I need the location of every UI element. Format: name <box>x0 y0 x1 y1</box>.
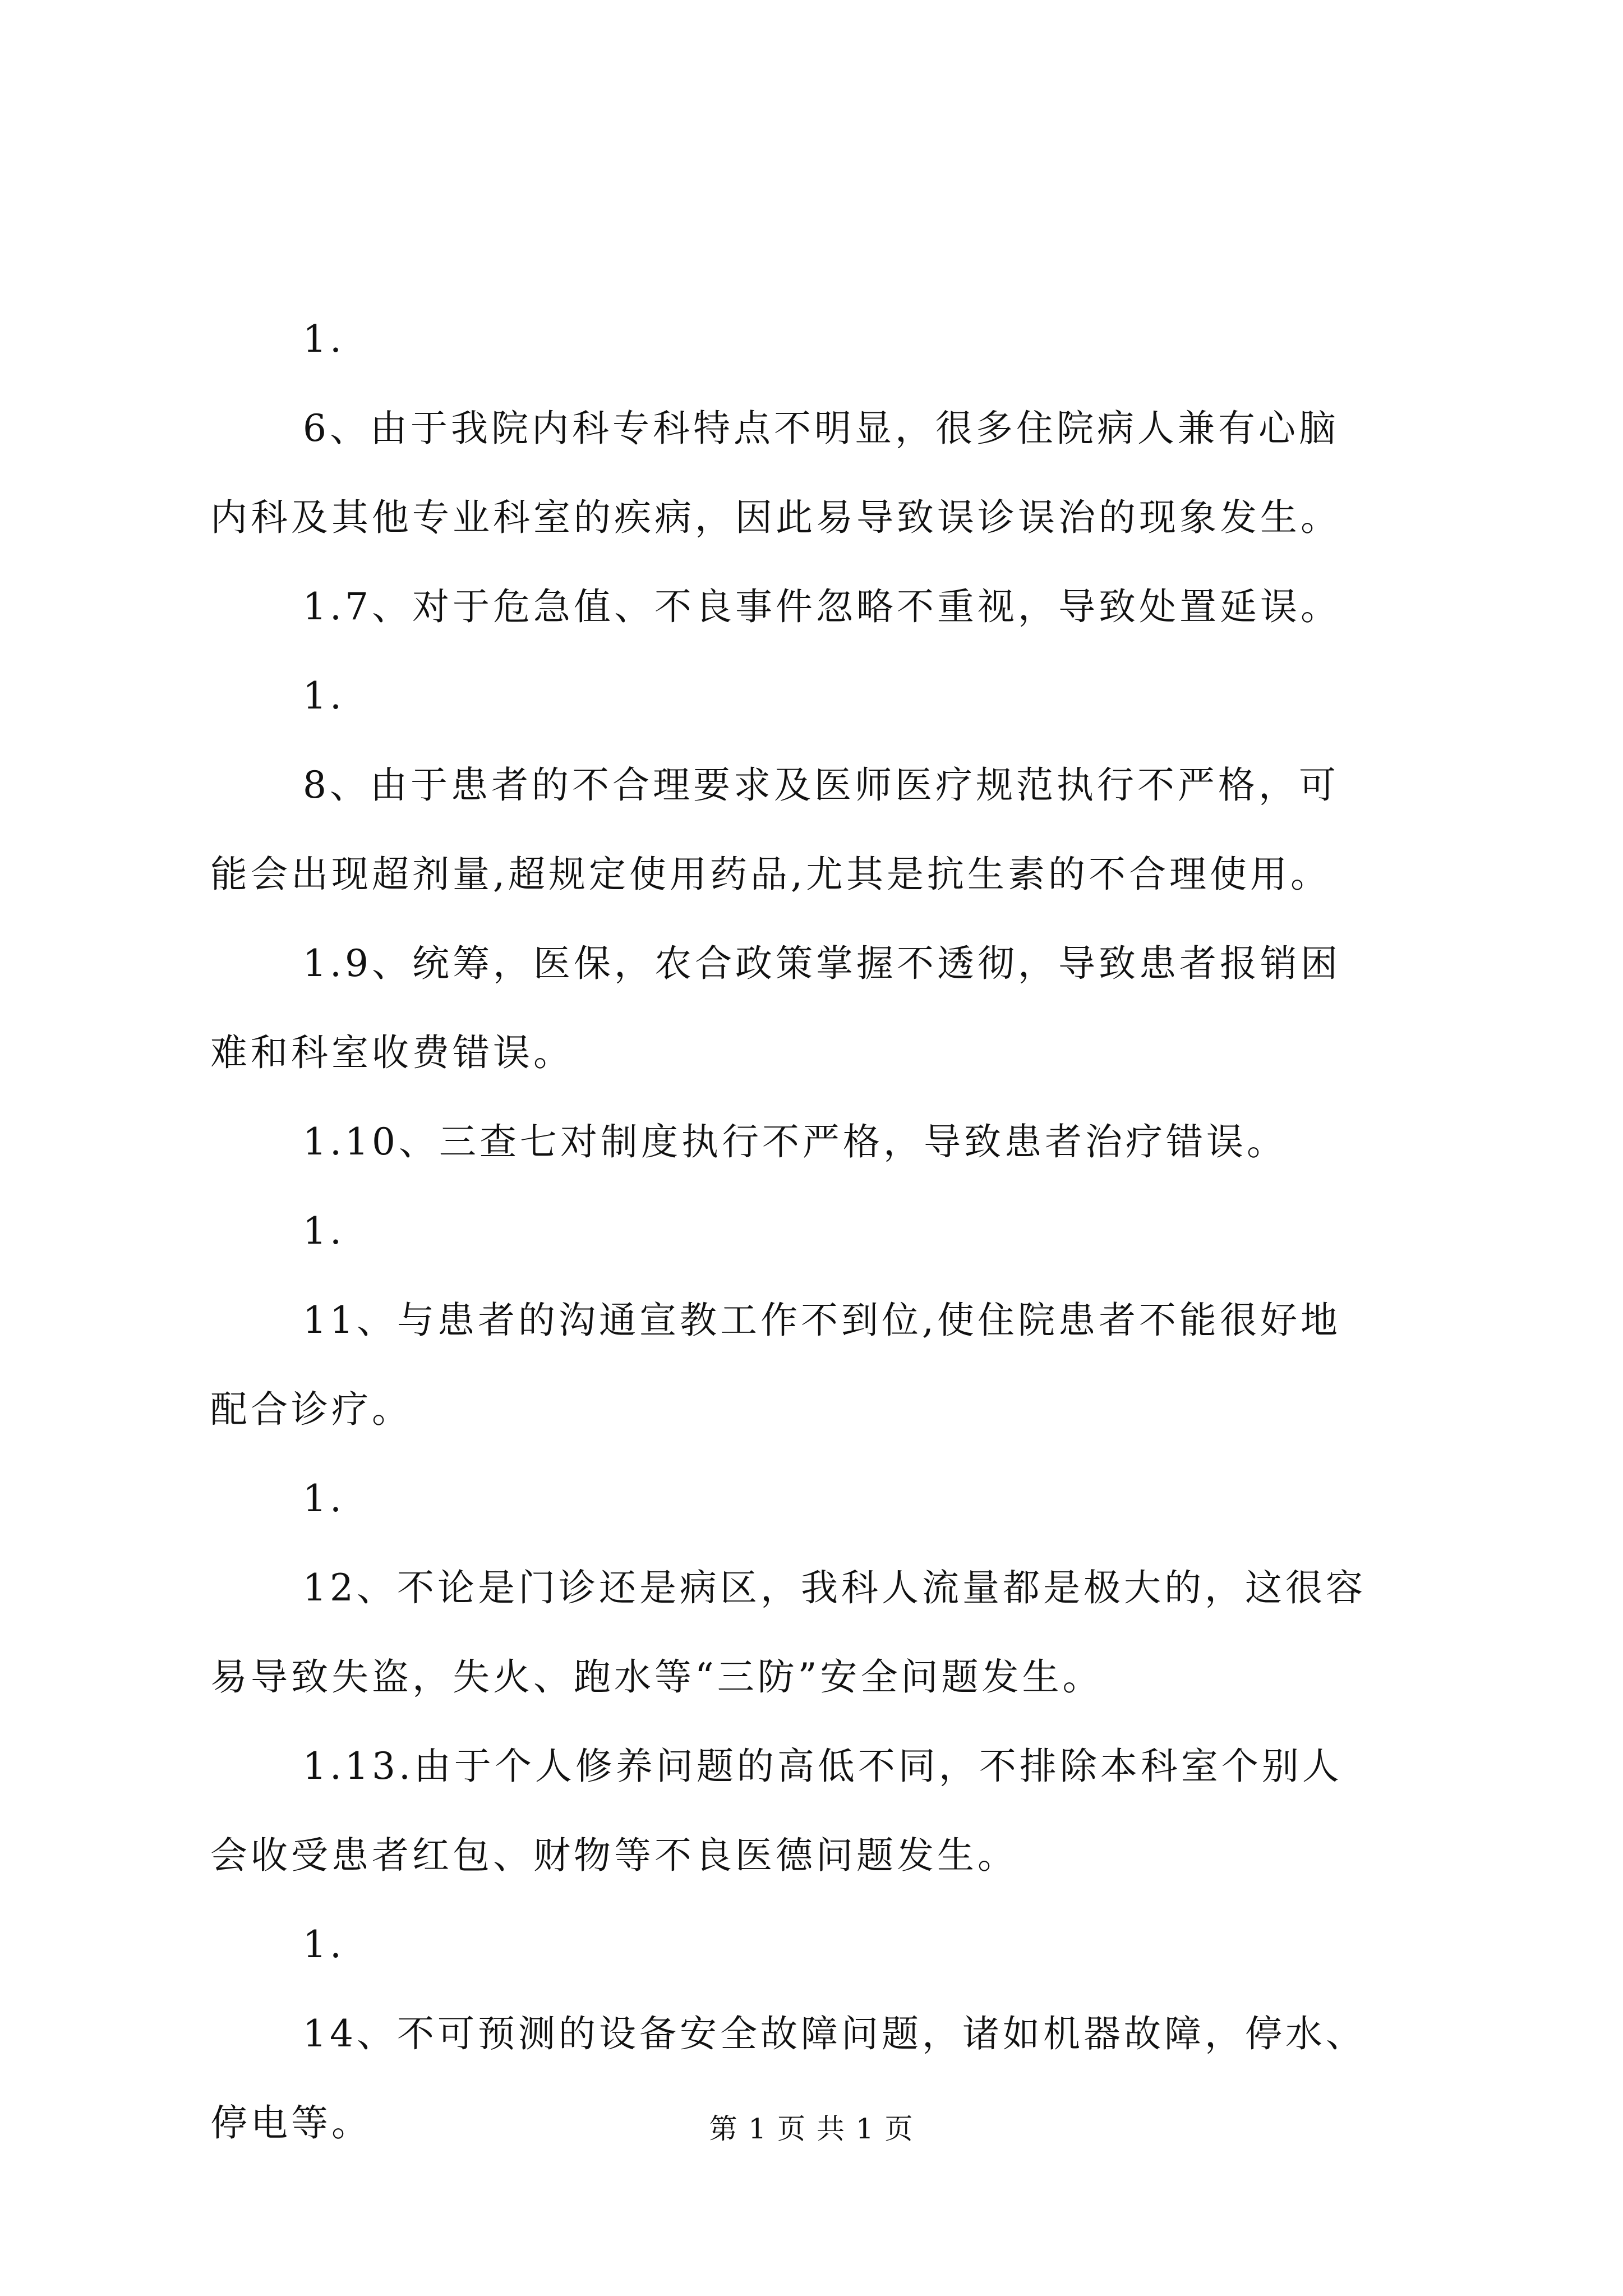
page-footer: 第 1 页 共 1 页 <box>709 2113 914 2145</box>
text-line: 配合诊疗。 <box>210 1388 412 1431</box>
text-line: 1. <box>303 1477 345 1520</box>
text-line: 12、不论是门诊还是病区，我科人流量都是极大的，这很容 <box>303 1566 1366 1609</box>
text-line: 难和科室收费错误。 <box>210 1031 574 1074</box>
text-line: 6、由于我院内科专科特点不明显，很多住院病人兼有心脑 <box>303 407 1339 450</box>
text-line: 易导致失盗，失火、跑水等“三防”安全问题发生。 <box>210 1655 1103 1699</box>
text-line: 1.7、对于危急值、不良事件忽略不重视，导致处置延误。 <box>303 585 1341 628</box>
text-line: 1. <box>303 318 345 361</box>
text-line: 14、不可预测的设备安全故障问题，诸如机器故障，停水、 <box>303 2012 1366 2055</box>
text-line: 能会出现超剂量,超规定使用药品,尤其是抗生素的不合理使用。 <box>210 853 1331 896</box>
text-line: 1. <box>303 1209 345 1253</box>
text-line: 内科及其他专业科室的疾病，因此易导致误诊误治的现象发生。 <box>210 496 1341 539</box>
text-line: 1.13.由于个人修养问题的高低不同，不排除本科室个别人 <box>303 1745 1343 1788</box>
body-text <box>210 295 1430 2168</box>
text-line: 8、由于患者的不合理要求及医师医疗规范执行不严格，可 <box>303 763 1339 807</box>
text-line: 停电等。 <box>210 2101 372 2145</box>
text-line: 11、与患者的沟通宣教工作不到位,使住院患者不能很好地 <box>303 1299 1341 1342</box>
text-line: 1.9、统筹，医保，农合政策掌握不透彻，导致患者报销困 <box>303 942 1341 985</box>
text-line: 1. <box>303 674 345 717</box>
text-line: 1.10、三查七对制度执行不严格，导致患者治疗错误。 <box>303 1120 1287 1163</box>
text-line: 会收受患者红包、财物等不良医德问题发生。 <box>210 1834 1018 1877</box>
text-line: 1. <box>303 1923 345 1966</box>
